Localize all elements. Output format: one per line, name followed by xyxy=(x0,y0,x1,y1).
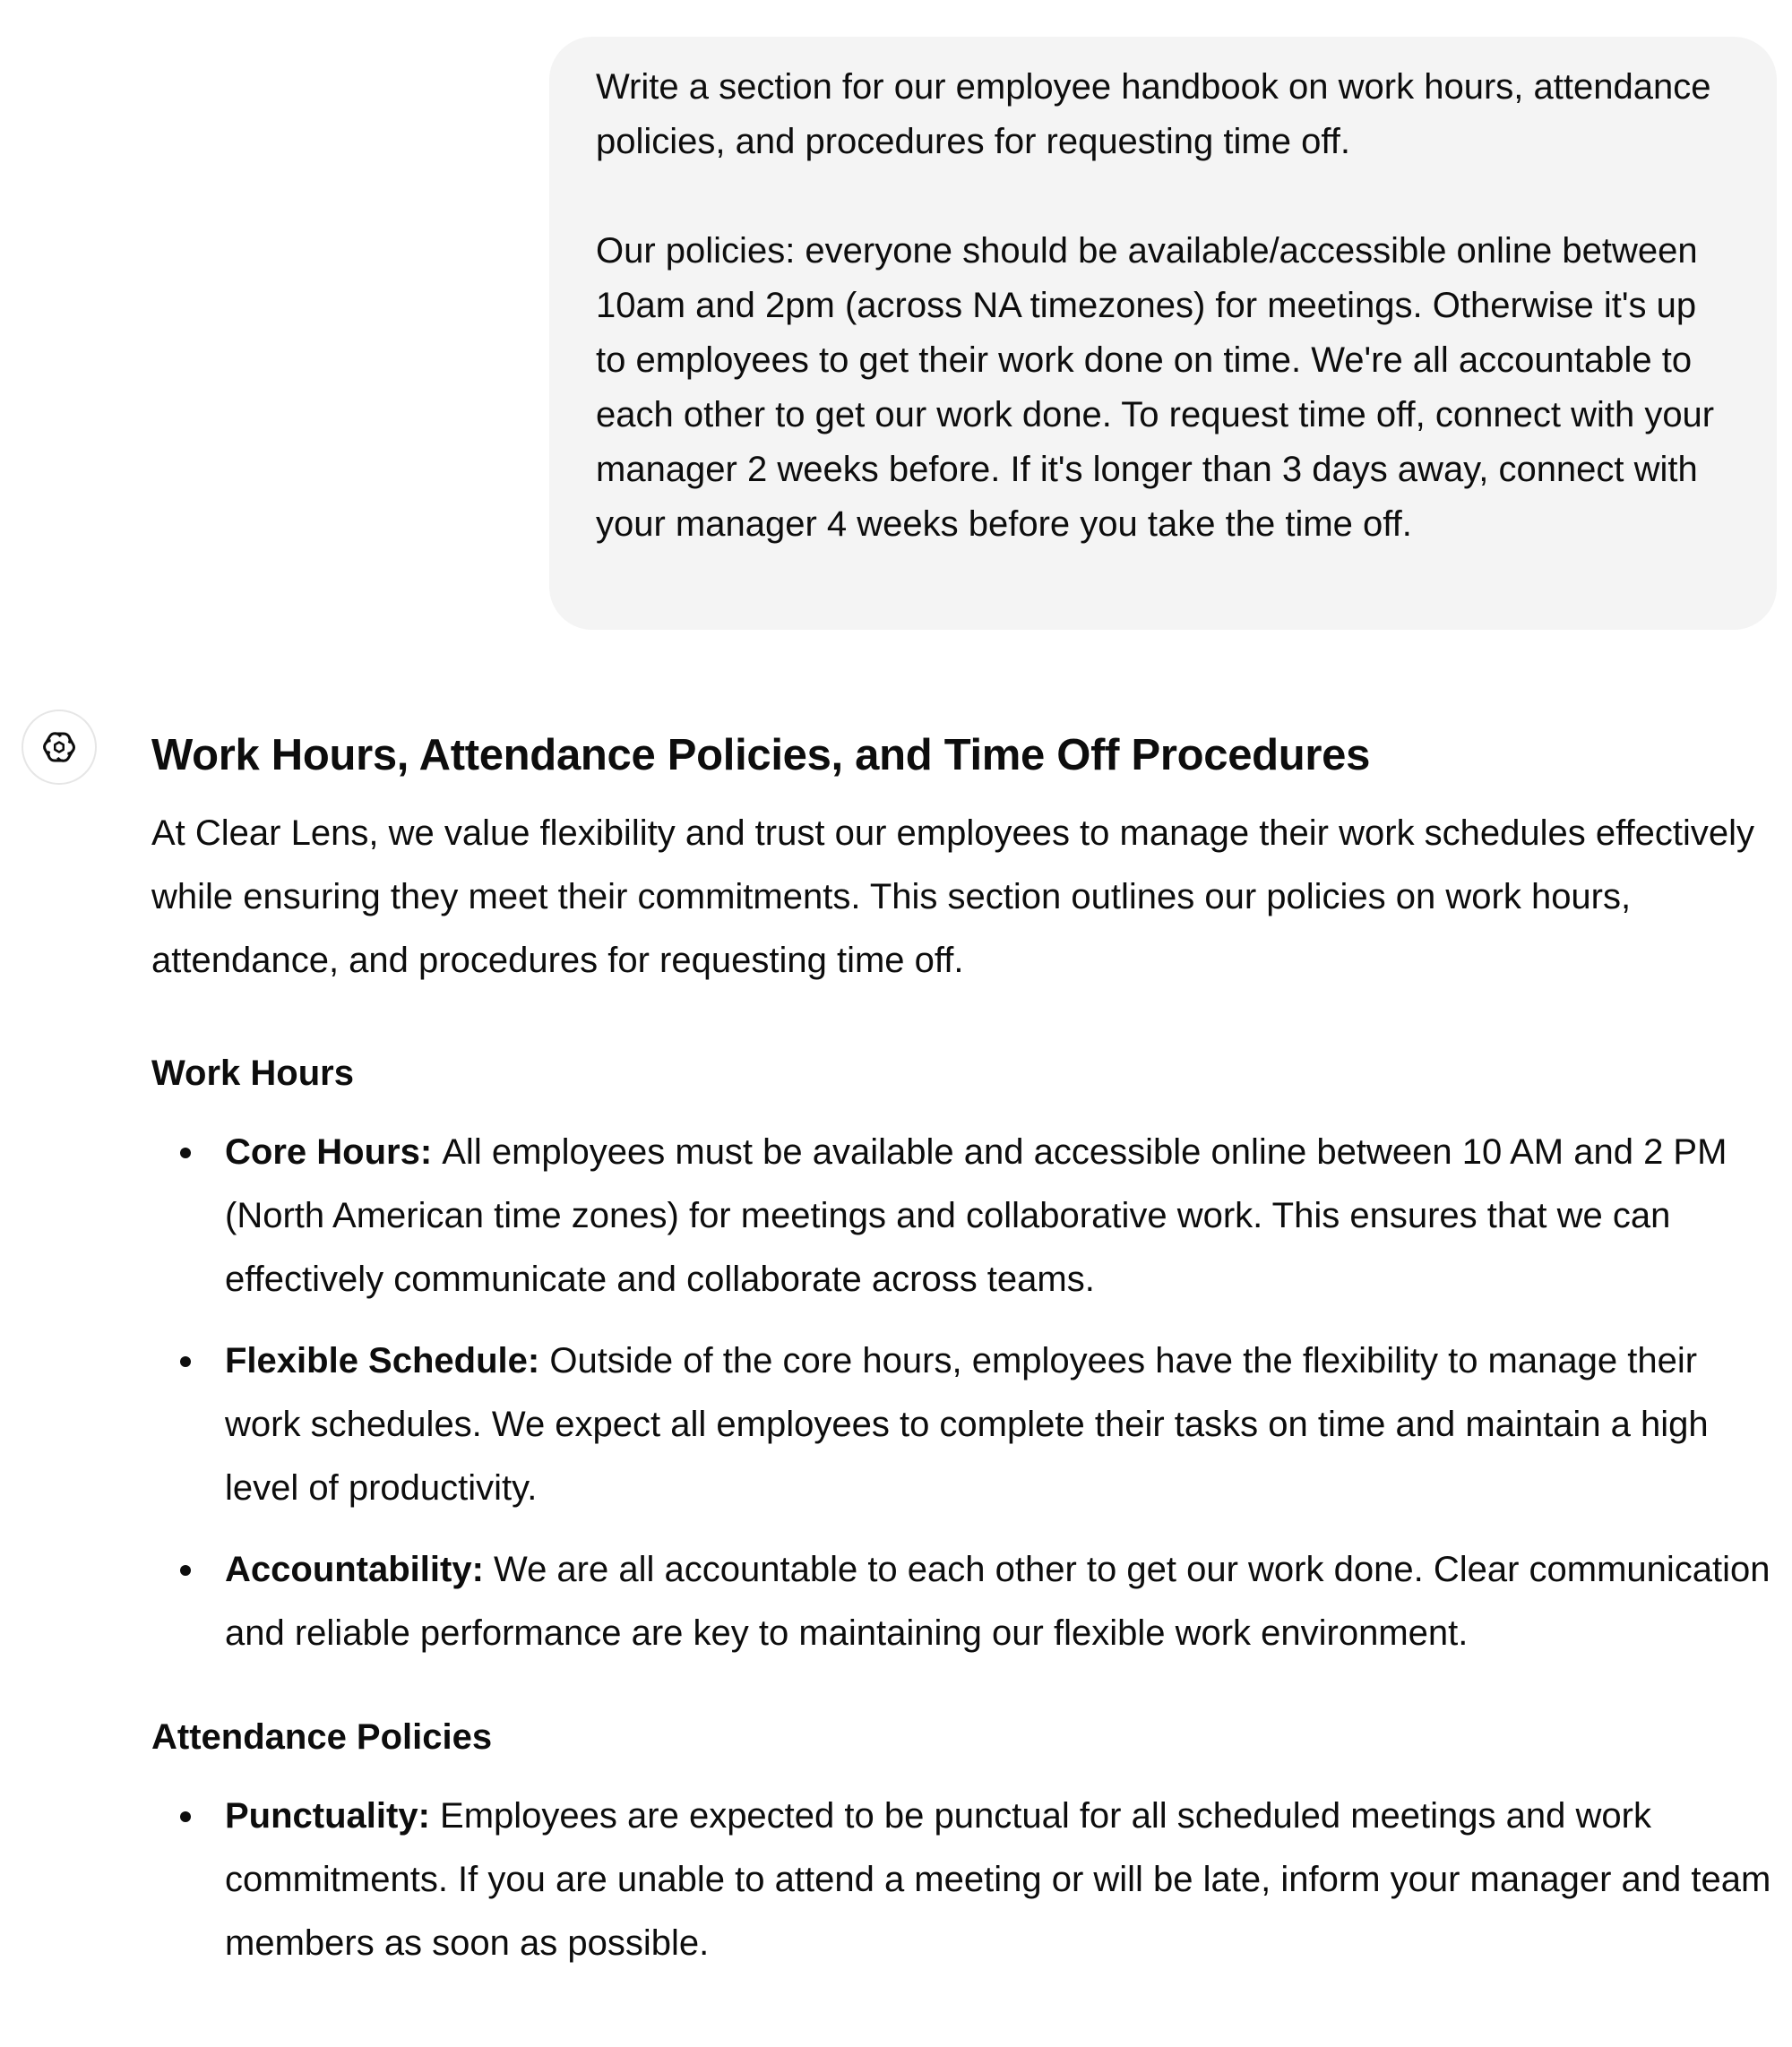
user-message-paragraph: Write a section for our employee handbook on work hours, attendance policies, and procedures for requesting time off. xyxy=(596,67,1711,161)
list-item xyxy=(151,1785,1778,1975)
user-message-bubble xyxy=(549,37,1777,630)
list-item-term: Core Hours: xyxy=(225,1132,443,1172)
assistant-response xyxy=(151,724,1778,1975)
list-item-text: We are all accountable to each other to get our work done. Clear communication and reliable performance are key to maintaining our flexible work environment. xyxy=(225,1550,1770,1653)
bullet-icon xyxy=(180,1356,191,1367)
list-item-text: Outside of the core hours, employees have the flexibility to manage their work schedules. We expect all employees to complete their tasks on time and maintain a high level of productivity. xyxy=(225,1341,1709,1508)
assistant-avatar xyxy=(22,710,97,785)
bullet-icon xyxy=(180,1811,191,1822)
list-item xyxy=(151,1538,1778,1665)
section-heading-work-hours: Work Hours xyxy=(151,1054,354,1093)
list-item-term: Flexible Schedule: xyxy=(225,1341,550,1380)
list-item-text: Employees are expected to be punctual for all scheduled meetings and work commitments. If you are unable to attend a meeting or will be late, inform your manager and team members as soon as possible. xyxy=(225,1796,1771,1963)
bullet-icon xyxy=(180,1148,191,1158)
user-message-paragraph: Our policies: everyone should be available/accessible online between 10am and 2pm (across NA timezones) for meetings. Otherwise it's up to employees to get their work done on time. We're all accountable to each other to get our work done. To request time off, connect with your manager 2 weeks before. If it's longer than 3 days away, connect with your manager 4 weeks before you take the time off. xyxy=(596,231,1715,544)
openai-logo-icon xyxy=(37,725,82,770)
list-item-term: Accountability: xyxy=(225,1550,495,1589)
bullet-icon xyxy=(180,1565,191,1576)
section-heading-attendance: Attendance Policies xyxy=(151,1717,493,1757)
list-item xyxy=(151,1329,1778,1520)
list-item-term: Punctuality: xyxy=(225,1796,441,1836)
list-item-text: All employees must be available and accessible online between 10 AM and 2 PM (North American time zones) for meetings and collaborative work. This ensures that we can effectively communicate and collaborate across teams. xyxy=(225,1132,1727,1299)
response-title: Work Hours, Attendance Policies, and Time Off Procedures xyxy=(151,731,1371,779)
response-intro: At Clear Lens, we value flexibility and trust our employees to manage their work schedules effectively while ensuring they meet their commitments. This section outlines our policies on work hours, attendance, and procedures for requesting time off. xyxy=(151,813,1755,980)
list-item xyxy=(151,1121,1778,1312)
attendance-list xyxy=(151,1785,1778,1975)
work-hours-list xyxy=(151,1121,1778,1665)
